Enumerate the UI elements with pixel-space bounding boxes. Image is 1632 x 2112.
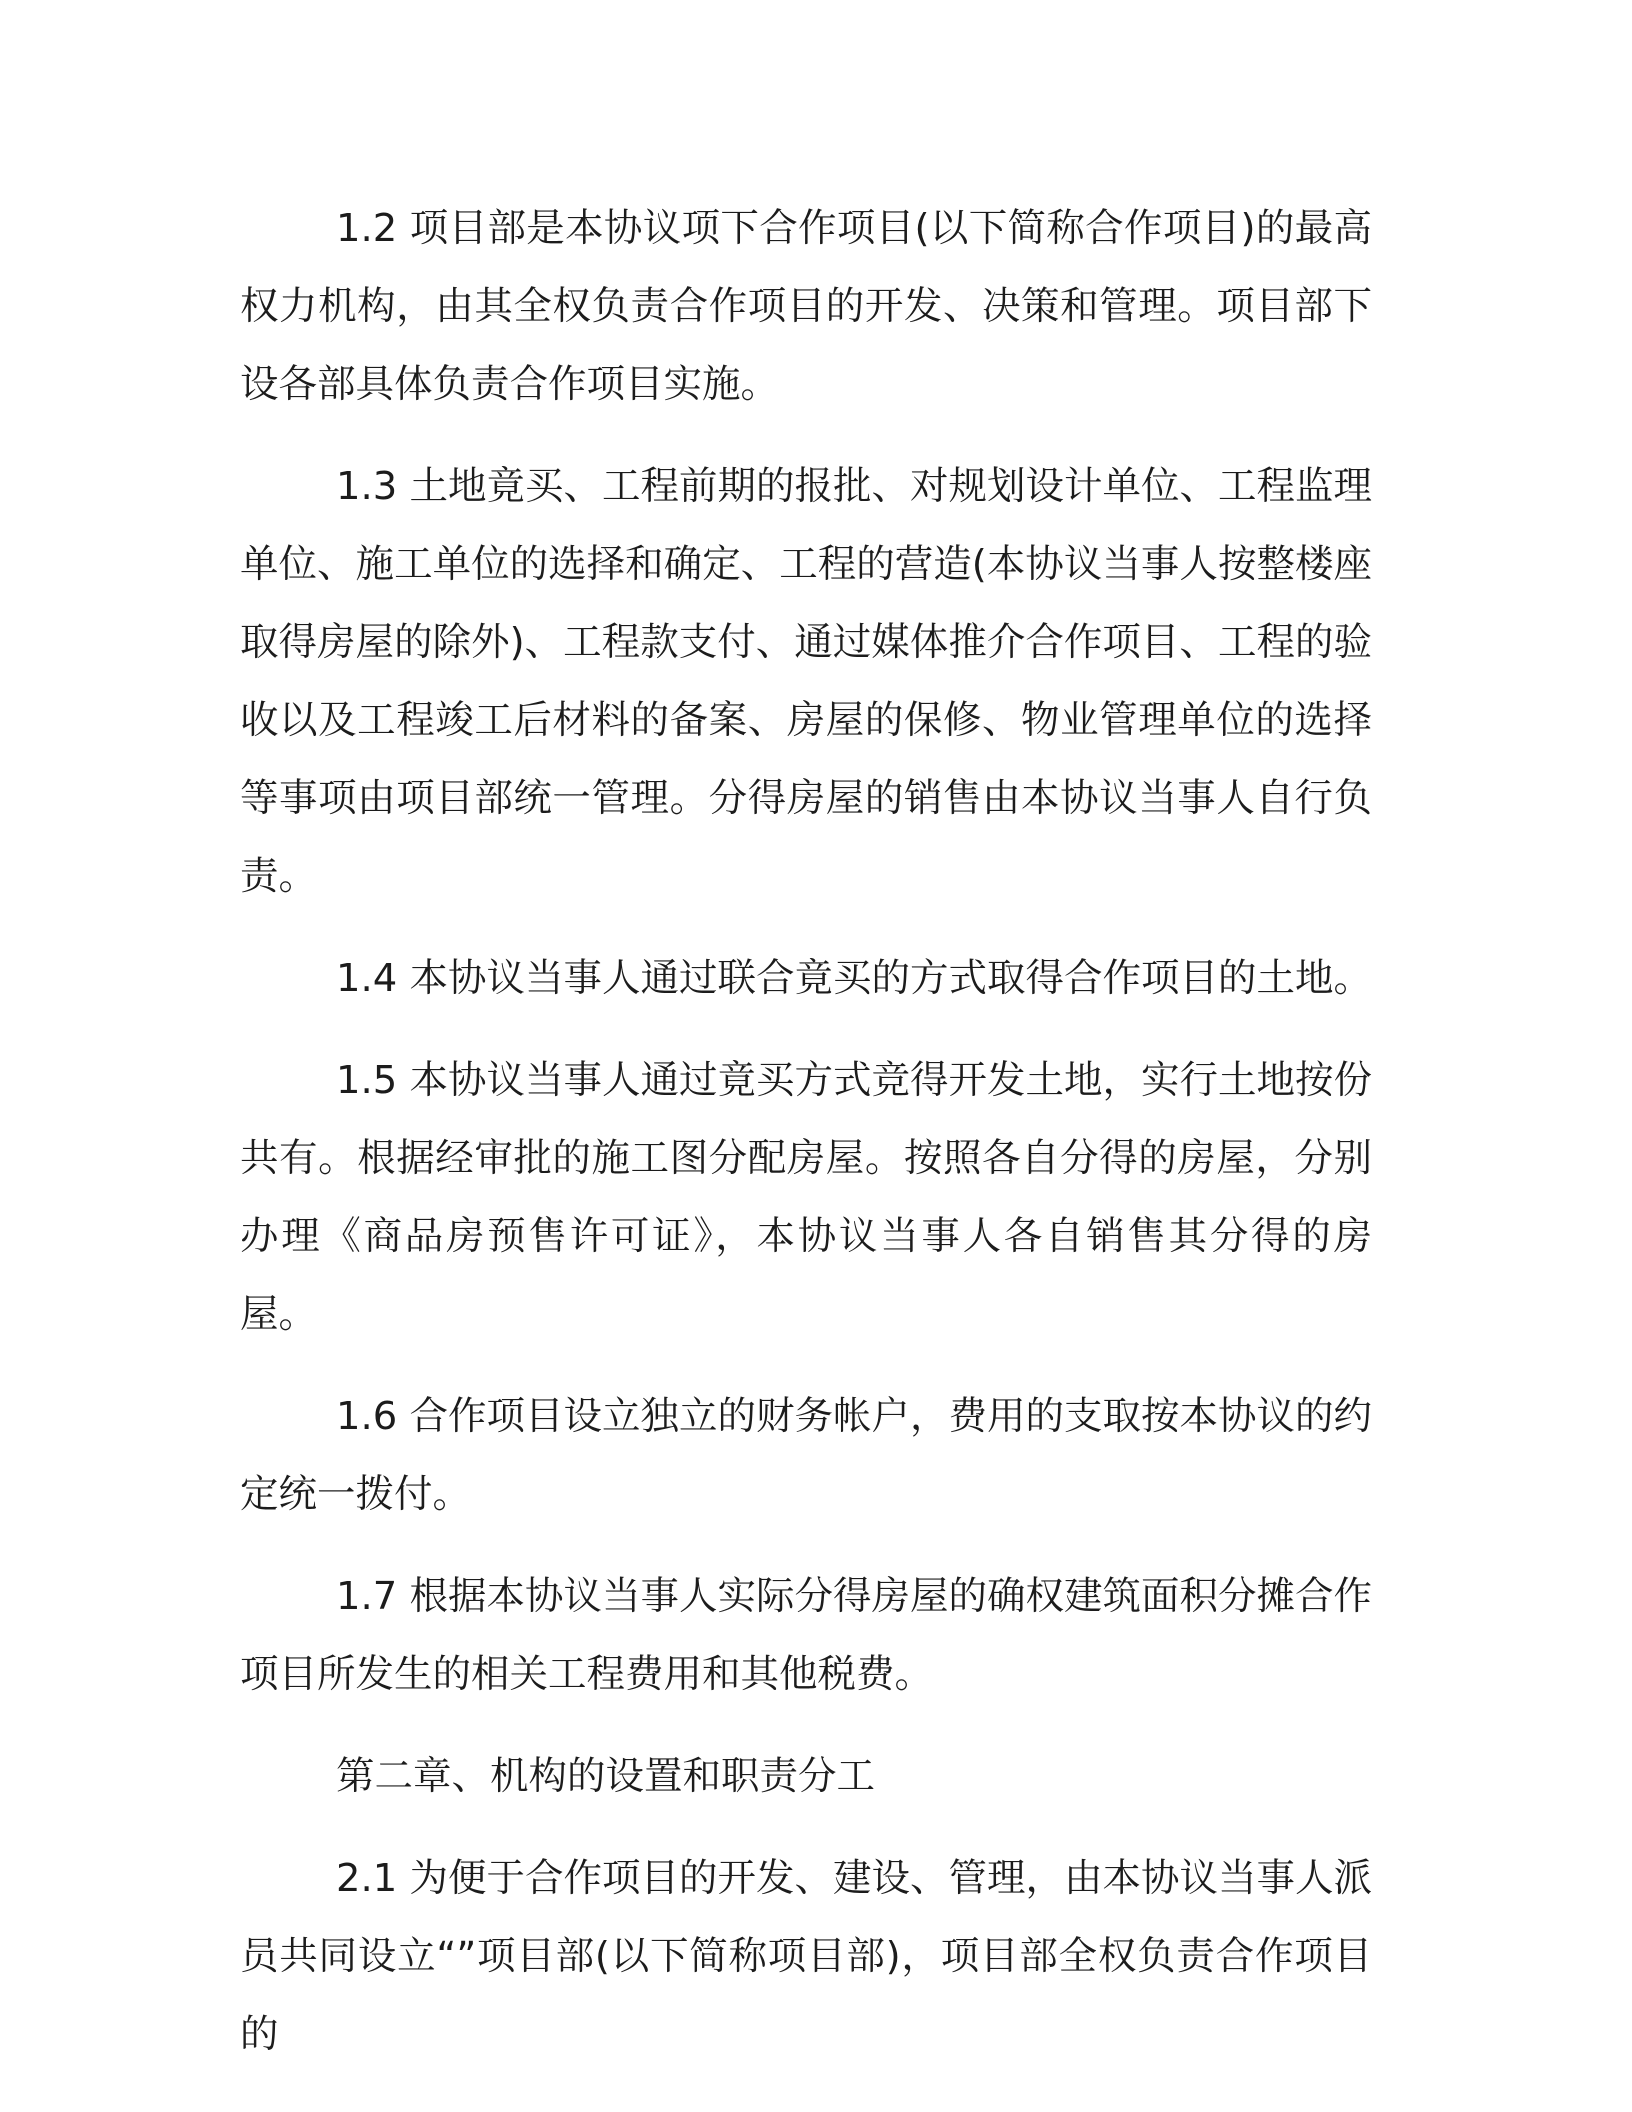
chapter-heading: 第二章、机构的设置和职责分工 xyxy=(336,1754,876,1799)
paragraph-1-2: 1.2 项目部是本协议项下合作项目(以下简称合作项目)的最高权力机构，由其全权负责合作项目的开发、决策和管理。项目部下设各部具体负责合作项目实施。 xyxy=(240,206,1372,407)
paragraph-1-6: 1.6 合作项目设立独立的财务帐户，费用的支取按本协议的约定统一拨付。 xyxy=(240,1394,1372,1517)
paragraph-1-5: 1.5 本协议当事人通过竟买方式竞得开发土地，实行土地按份共有。根据经审批的施工图分配房屋。按照各自分得的房屋，分别办理《商品房预售许可证》，本协议当事人各自销售其分得的房屋。 xyxy=(240,1058,1372,1337)
paragraph-1-7: 1.7 根据本协议当事人实际分得房屋的确权建筑面积分摊合作项目所发生的相关工程费用和其他税费。 xyxy=(240,1574,1372,1697)
paragraph-2-1: 2.1 为便于合作项目的开发、建设、管理，由本协议当事人派员共同设立“”项目部(以下简称项目部)，项目部全权负责合作项目的 xyxy=(240,1856,1372,2057)
paragraph-1-4: 1.4 本协议当事人通过联合竟买的方式取得合作项目的土地。 xyxy=(336,956,1372,1001)
paragraph-1-3: 1.3 土地竟买、工程前期的报批、对规划设计单位、工程监理单位、施工单位的选择和确定、工程的营造(本协议当事人按整楼座取得房屋的除外)、工程款支付、通过媒体推介合作项目、工程的验收以及工程竣工后材料的备案、房屋的保修、物业管理单位的选择等事项由项目部统一管理。分得房屋的销售由本协议当事人自行负责。 xyxy=(240,464,1372,899)
document-body xyxy=(240,190,1372,2098)
